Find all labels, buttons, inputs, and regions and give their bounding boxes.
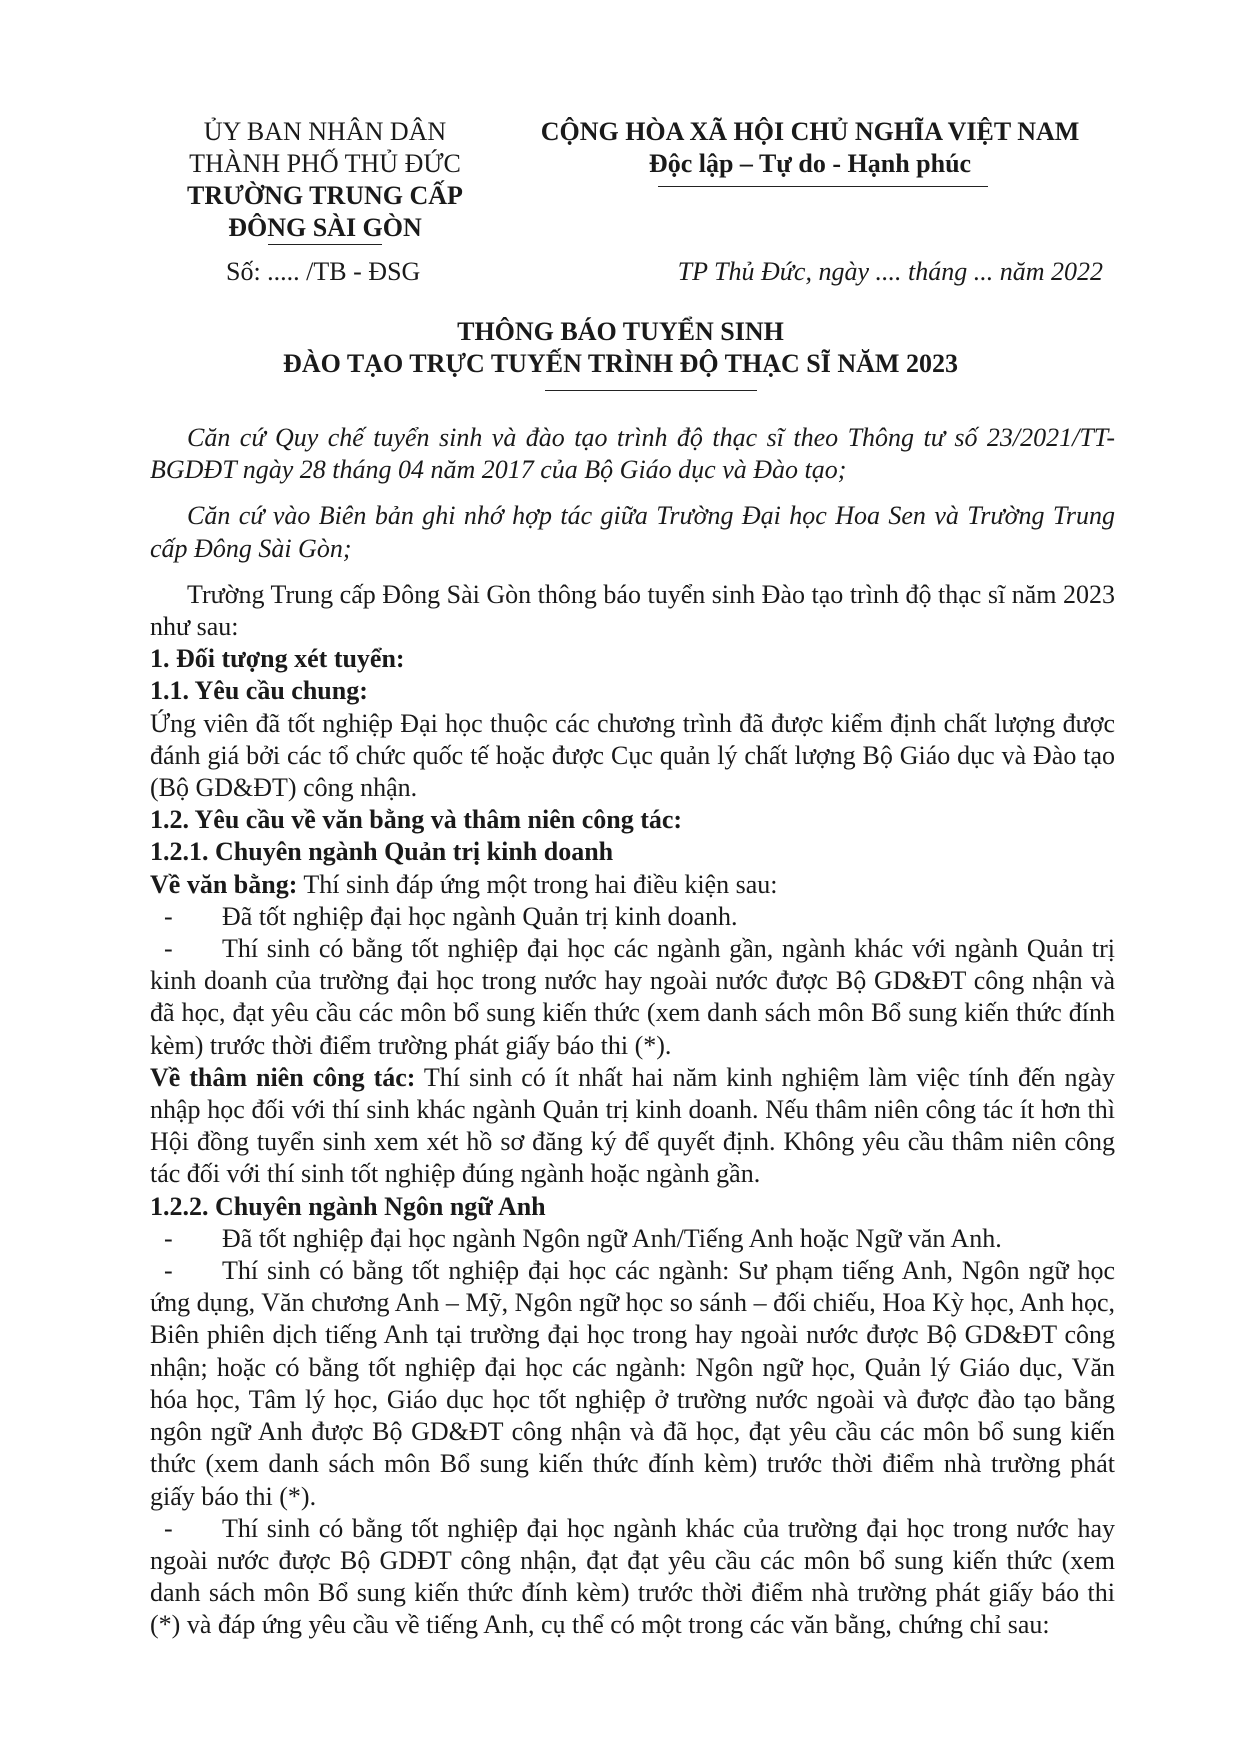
degree-requirement [150, 869, 1115, 901]
national-title: CỘNG HÒA XÃ HỘI CHỦ NGHĨA VIỆT NAM [540, 117, 1080, 146]
section-heading-1-2-1: 1.2.1. Chuyên ngành Quản trị kinh doanh [150, 837, 614, 867]
list-item-text: Thí sinh có bằng tốt nghiệp đại học các ngành: Sư phạm tiếng Anh, Ngôn ngữ học ứng dụng, Văn chương Anh – Mỹ, Ngôn ngữ học so sánh – đối chiếu, Hoa Kỳ học, Anh học, Biên phiên dịch tiếng Anh tại trường đại học trong hay ngoài nước được Bộ GD&ĐT công nhận; hoặc có bằng tốt nghiệp đại học các ngành: Ngôn ngữ học, Quản lý Giáo dục, Văn hóa học, Tâm lý học, Giáo dục học tốt nghiệp ở trường nước ngoài và được đào tạo bằng ngôn ngữ Anh được Bộ GD&ĐT công nhận và đã học, đạt yêu cầu các môn bổ sung kiến thức (xem danh sách môn Bổ sung kiến thức đính kèm) trước thời điểm nhà trường phát giấy báo thi (*). [150, 1256, 1115, 1511]
section-heading-1-1: 1.1. Yêu cầu chung: [150, 676, 368, 706]
degree-label: Về văn bằng: [150, 869, 298, 899]
section-heading-1-2: 1.2. Yêu cầu về văn bằng và thâm niên công tác: [150, 805, 683, 835]
document-body [150, 422, 1115, 1642]
legal-basis-2: Căn cứ vào Biên bản ghi nhớ hợp tác giữa Trường Đại học Hoa Sen và Trường Trung cấp Đông Sài Gòn; [150, 501, 1115, 563]
national-motto: Độc lập – Tự do - Hạnh phúc [648, 149, 972, 178]
general-requirement: Ứng viên đã tốt nghiệp Đại học thuộc các chương trình đã được kiểm định chất lượng được đánh giá bởi các tổ chức quốc tế hoặc được Cục quản lý chất lượng Bộ Giáo dục và Đào tạo (Bộ GD&ĐT) công nhận. [150, 708, 1115, 803]
dash-marker: - [164, 1513, 173, 1543]
list-item-text: Đã tốt nghiệp đại học ngành Quản trị kinh doanh. [222, 901, 738, 931]
document-header [0, 116, 1241, 246]
dash-marker: - [164, 1256, 173, 1286]
title-line-2: ĐÀO TẠO TRỰC TUYẾN TRÌNH ĐỘ THẠC SĨ NĂM 2023 [283, 349, 958, 378]
issuing-authority [150, 116, 500, 244]
dash-marker: - [164, 934, 173, 964]
school-name-line-2: ĐÔNG SÀI GÒN [228, 213, 422, 242]
school-underline [268, 244, 382, 245]
authority-line-1: ỦY BAN NHÂN DÂN [203, 117, 447, 146]
seniority-requirement [150, 1062, 1115, 1191]
list-item [150, 933, 1115, 1062]
intro-paragraph: Trường Trung cấp Đông Sài Gòn thông báo tuyển sinh Đào tạo trình độ thạc sĩ năm 2023 như sau: [150, 579, 1115, 642]
document-title [0, 316, 1241, 380]
dash-marker: - [164, 1223, 173, 1253]
title-line-1: THÔNG BÁO TUYỂN SINH [457, 317, 784, 346]
legal-basis-1: Căn cứ Quy chế tuyển sinh và đào tạo trình độ thạc sĩ theo Thông tư số 23/2021/TT-BGDĐT ngày 28 tháng 04 năm 2017 của Bộ Giáo dục và Đào tạo; [150, 423, 1115, 485]
list-item-text: Thí sinh có bằng tốt nghiệp đại học ngành khác của trường đại học trong nước hay ngoài nước được Bộ GDĐT công nhận, đạt đạt yêu cầu các môn bổ sung kiến thức (xem danh sách môn Bổ sung kiến thức đính kèm) trước thời điểm nhà trường phát giấy báo thi (*) và đáp ứng yêu cầu về tiếng Anh, cụ thể có một trong các văn bằng, chứng chỉ sau: [150, 1513, 1115, 1640]
document-date: TP Thủ Đức, ngày .... tháng ... năm 2022 [677, 257, 1103, 286]
school-name-line-1: TRƯỜNG TRUNG CẤP [187, 181, 463, 210]
list-item-text: Đã tốt nghiệp đại học ngành Ngôn ngữ Anh/Tiếng Anh hoặc Ngữ văn Anh. [222, 1223, 1002, 1253]
list-item [150, 1223, 1115, 1255]
seniority-label: Về thâm niên công tác: [150, 1062, 416, 1092]
motto-underline [658, 186, 988, 187]
seniority-text: Thí sinh có ít nhất hai năm kinh nghiệm làm việc tính đến ngày nhập học đối với thí sinh khác ngành Quản trị kinh doanh. Nếu thâm niên công tác ít hơn thì Hội đồng tuyển sinh xem xét hồ sơ đăng ký để quyết định. Không yêu cầu thâm niên công tác đối với thí sinh tốt nghiệp đúng ngành hoặc ngành gần. [150, 1062, 1115, 1189]
list-item-text: Thí sinh có bằng tốt nghiệp đại học các ngành gần, ngành khác với ngành Quản trị kinh doanh của trường đại học trong nước hay ngoài nước được Bộ GD&ĐT công nhận và đã học, đạt yêu cầu các môn bổ sung kiến thức (xem danh sách môn Bổ sung kiến thức đính kèm) trước thời điểm trường phát giấy báo thi (*). [150, 934, 1115, 1060]
degree-text: Thí sinh đáp ứng một trong hai điều kiện sau: [297, 869, 778, 899]
national-header [515, 116, 1105, 180]
list-item [150, 1255, 1115, 1513]
authority-line-2: THÀNH PHỐ THỦ ĐỨC [189, 149, 461, 178]
list-item [150, 901, 1115, 933]
list-item [150, 1513, 1115, 1642]
section-heading-1-2-2: 1.2.2. Chuyên ngành Ngôn ngữ Anh [150, 1191, 546, 1221]
section-heading-1: 1. Đối tượng xét tuyển: [150, 644, 405, 674]
document-number: Số: ..... /TB - ĐSG [226, 257, 421, 286]
title-underline [545, 390, 757, 391]
dash-marker: - [164, 901, 173, 931]
reference-line [0, 256, 1241, 292]
